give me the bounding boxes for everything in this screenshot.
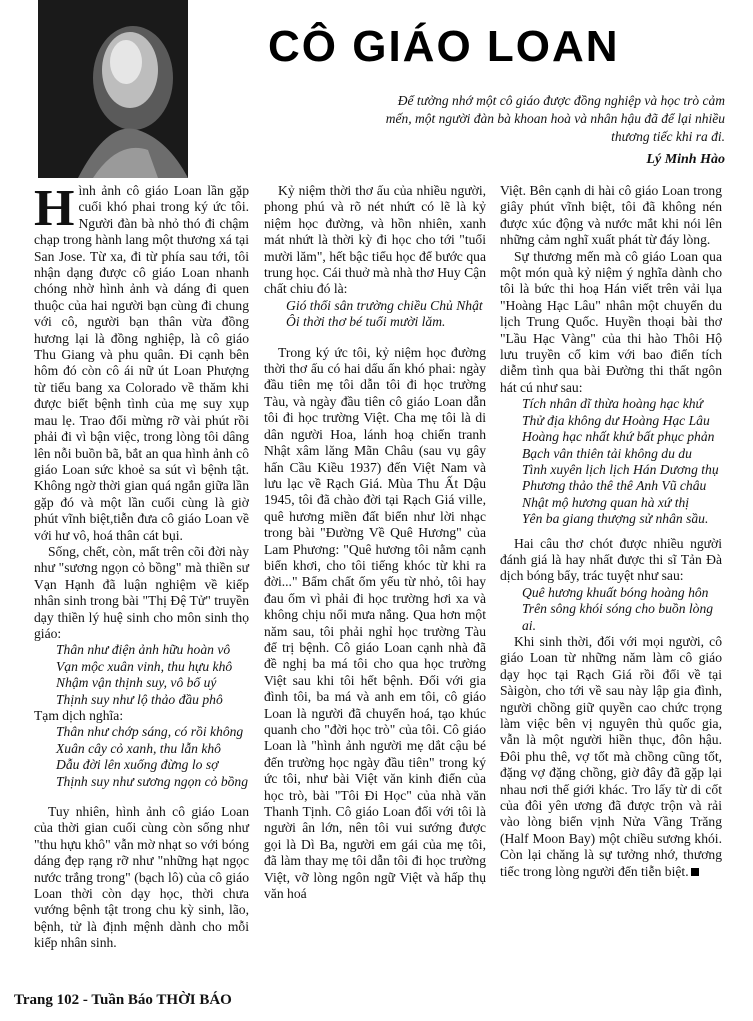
poem-translation: Quê hương khuất bóng hoàng hôn Trên sông khói sóng cho buồn lòng ai. bbox=[522, 584, 714, 633]
translation-label: Tạm dịch nghĩa: bbox=[34, 708, 124, 723]
paragraph: Hình ảnh cô giáo Loan lần gặp cuối khó phai trong ký ức tôi. Người đàn bà nhỏ thó đi chậm chạp trong hành lang một thương xá tại San Jose. Từ xa, đi từ phía sau tới, tôi nhận dạng được cô giáo Loan nhanh chóng nhờ hình ảnh và dáng đi quen thuộc của hai người bạn cùng đi chung với cô, người bạn thân vừa đồng hương lại là đồng nghiệp, là cô giáo Thu Giang và phu quân. Đi cạnh bên hôm đó còn cô ái nữ út Loan Phượng từ tiểu bang xa Colorado về thăm khi được biết bệnh tình của mẹ suy xụp mau lẹ. Trao đổi mừng rỡ vài phút rồi phải đi vì bận việc, trong lòng tôi dâng lên nỗi buồn bã, bắt an qua hình ảnh cô giáo Loan sức khoẻ sa sút vì bệnh tật. Không ngờ thời gian quá ngắn giữa lần gặp đó và một lần cuối cùng là giờ phút vĩnh biệt,tiễn đưa cô giáo Loan về với hư vô, hoá thân cát bụi. bbox=[34, 180, 249, 543]
article-title: CÔ GIÁO LOAN bbox=[268, 22, 620, 71]
paragraph: Tuy nhiên, hình ảnh cô giáo Loan của thời gian cuối cùng còn sống như "thu hựu khô" vẫn mờ nhạt so với bóng dáng đẹp rạng rỡ như "những hạt ngọc nước trắng trong" (bạch lô) của cô giáo Loan thời còn dạy học, thời chưa vướng bệnh tật trong chu kỳ sinh, lão, bệnh, tử là định mệnh dành cho mỗi kiếp nhân sinh. bbox=[34, 804, 249, 951]
poem-verse: Tích nhân dĩ thừa hoàng hạc khứ Thử địa không dư Hoàng Hạc Lâu Hoàng hạc nhất khứ bất phục phản Bạch vân thiên tải không du du Tình xuyên lịch lịch Hán Dương thụ Phương thảo thê thê Anh Vũ châu Nhật mộ hương quan hà xứ thị Yên ba giang thượng sử nhân sầu. bbox=[522, 396, 719, 527]
poem-verse: Gió thổi sân trường chiều Chủ Nhật Ôi thời thơ bé tuổi mười lăm. bbox=[286, 297, 483, 330]
paragraph: Sự thương mến mà cô giáo Loan qua một món quà kỷ niệm ý nghĩa dành cho tôi là bức thi hoạ Hán viết trên vải lụa "Hoàng Hạc Lâu" nhân một chuyến du lịch Trung Quốc. Huyền thoại bài thơ "Lầu Hạc Vàng" của thi hào Thôi Hộ lưu truyền cổ kim với bao điển tích diễm tình qua bài Đường thi thất ngôn hát cú như sau: bbox=[500, 248, 722, 395]
article-lead: Để tưởng nhớ một cô giáo được đồng nghiệp và học trò cảm mến, một người đàn bà khoan hoà và nhân hậu đã để lại nhiều thương tiếc khi ra đi. bbox=[385, 93, 725, 144]
end-mark-icon bbox=[691, 868, 699, 876]
portrait-image bbox=[38, 0, 188, 178]
article-column-2 bbox=[264, 183, 486, 902]
paragraph: Hai câu thơ chót được nhiều người đánh giá là hay nhất được thi sĩ Tản Đà dịch bóng bẩy, trác tuyệt như sau: bbox=[500, 535, 722, 584]
article-column-1 bbox=[34, 180, 249, 952]
article-author: Lý Minh Hào bbox=[646, 152, 725, 167]
paragraph: Kỷ niệm thời thơ ấu của nhiều người, phong phú và rõ nét nhứt có lẽ là kỷ niệm học đường, và hồn nhiên, xanh mát nhứt là thời kỳ đi học cho tới "tuổi mười lăm", hết bậc tiểu học để bước qua trung học. Cái thuở mà nhà thơ Huy Cận chất chiu đó là: bbox=[264, 183, 486, 297]
paragraph: Sống, chết, còn, mất trên cõi đời này như "sương ngọn cỏ bồng" mà thiền sư Vạn Hạnh đã luận nghiệm về kiếp nhân sinh trong bài "Thị Đệ Tử" truyền dạy thiền lý huệ sinh cho môn sinh thọ giáo: bbox=[34, 543, 249, 641]
paragraph: Khi sinh thời, đối với mọi người, cô giáo Loan từ những năm làm cô giáo dạy học tại Rạch Giá rồi đổi về tại Sàigòn, cho tới về sau này lập gia đình, người chồng giữ quyền cao chức trọng làm việc bên vị nguyên thủ quốc gia, vẫn là một người hiền thục, đôn hậu. Đôi phu thê, vợ tốt mà chồng cũng tốt, đặng vợ đặng chồng, giờ đây đã gặp lại nhau nơi thế giới khác. Tro lấy từ di cốt của đôi yên ương đã được trộn và rải vào lòng biển vịnh Nửa Vầng Trăng (Half Moon Bay) một chiều sương khói. Còn lại chăng là sự tưởng nhớ, thương tiếc trong lòng người đến tiễn biệt. bbox=[500, 633, 722, 879]
poem-translation: Thân như chớp sáng, có rồi không Xuân cây cỏ xanh, thu lẫn khô Dẫu đời lên xuống đừng lo sợ Thịnh suy như sương ngọn cỏ bồng bbox=[56, 724, 249, 789]
article-column-3 bbox=[500, 183, 722, 880]
page-footer: Trang 102 - Tuần Báo THỜI BÁO bbox=[14, 992, 232, 1008]
paragraph: Việt. Bên cạnh di hài cô giáo Loan trong giây phút vĩnh biệt, tôi đã không nén được xúc động và nước mắt khi nói lên những cảm nghĩ xuất phát từ đáy lòng. bbox=[500, 183, 722, 248]
paragraph: Trong ký ức tôi, kỷ niệm học đường thời thơ ấu có hai dấu ấn khó phai: ngày đầu tiên mẹ tôi dẫn tôi đi học trường Tàu, và ngày đầu tiên cô giáo Loan dẫn tôi đi học trường Việt. Cha mẹ tôi là di dân người Hoa, lánh hoạ chiến tranh Nhật xâm lăng Mãn Châu (sau vụ gây hấn Cầu Kiều 1937) đến Việt Nam và lưu lạc về Rạch Giá. Mùa Thu Ất Dậu 1945, tôi đã chào đời tại Rạch Giá ville, quê hương miền đất biển như lời nhạc trong bài "Đường Về Quê Hương" của Lam Phương: "Quê hương tôi nằm cạnh biển khơi, cho tôi tiếng khóc từ khi ra đời..." Bẩm chất ốm yếu từ nhỏ, tôi hay đau ốm vì phải đi học trường hơi xa và không chịu nổi mưa nắng. Qua hơn một năm sau, tôi phải nghỉ học trường Tàu để trị bệnh. Cô giáo Loan cạnh nhà đã đề nghị ba má tôi cho qua học trường Việt sau khi tôi hết bệnh. Đối với gia đình tôi, ba má và anh em tôi, cô giáo Loan là người đã chuyển hoá, tạo khúc quanh cho "đời học trò" của tôi. Cô giáo Loan là "hình ảnh người mẹ dắt cậu bé đến trường học ngày đầu tiên" trong ký ức tôi, như bài Việt văn kinh điển của học trò, bài "Tôi Đi Học" của nhà văn Thanh Tịnh. Cô giáo Loan đối với tôi là người ân lớn, nên tôi vui sướng được gọi là Dì Ba, người em gái của mẹ tôi, đã làm thay mẹ tôi dẫn tôi đi học trường Việt, vỡ lòng ngôn ngữ Việt và hấp thụ văn hoá bbox=[264, 344, 486, 902]
portrait-photo bbox=[38, 0, 188, 178]
poem-verse: Thân như điện ảnh hữu hoàn vô Vạn mộc xuân vinh, thu hựu khô Nhậm vận thịnh suy, vô bố uý Thịnh suy như lộ thảo đầu phô bbox=[56, 642, 233, 707]
drop-cap: H bbox=[34, 180, 75, 237]
